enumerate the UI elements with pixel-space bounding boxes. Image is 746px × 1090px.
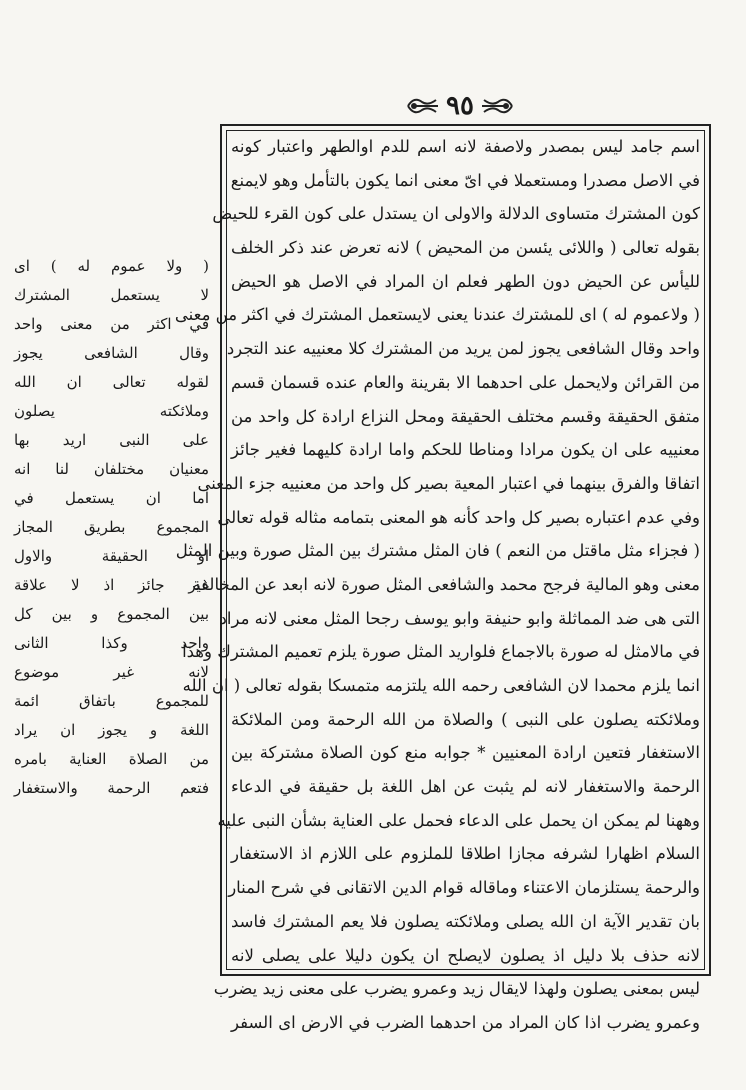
main-text-line: متفق الحقيقة وقسم مختلف الحقيقة ومحل النزاع ارادة كل واحد من (231, 406, 700, 426)
margin-text-line: لقوله تعالى ان الله (14, 373, 209, 391)
main-text-frame (174, 124, 711, 1032)
main-text-line: ( فجزاء مثل ماقتل من النعم ) فان المثل مشترك بين المثل صورة وبين المثل (175, 541, 700, 561)
ornament-right-icon (480, 94, 514, 118)
page-number: ٩٥ (446, 91, 474, 121)
margin-text-line: واحد وكذا الثانى (14, 634, 209, 652)
page-header (400, 86, 520, 126)
main-text-line: بقوله تعالى ( واللائى يئسن من المحيض ) لانه تعرض عند ذكر الخلف (231, 238, 700, 258)
margin-text-line: اللغة و يجوز ان يراد (14, 721, 209, 739)
main-text-line: اسم جامد ليس بمصدر ولاصفة لانه اسم للدم اوالطهر واعتبار كونه (231, 137, 700, 156)
main-text-line: واحد وقال الشافعى يجوز لمن يريد من المشترك كلا معنييه عند التجرد (226, 339, 700, 359)
main-text-line: كون المشترك متساوى الدلالة والاولى ان يستدل على كون القرء للحيض (212, 204, 700, 224)
main-text-line: وههنا لم يمكن ان يحمل على الدعاء فحمل على العناية بشأن النبى عليه (217, 810, 700, 830)
main-text-line: لانه حذف بلا دليل اذ يصلون لايصلح ان يكون دليلا على يصلى لانه (231, 945, 700, 965)
main-text-line: اتفاقا والفرق بينهما في اعتبار المعية بصير كل واحد من معنييه جزء المعنى (197, 473, 700, 493)
main-text-line: وعمرو يضرب اذا كان المراد من احدهما الضرب في الارض اى السفر (231, 1012, 700, 1032)
margin-text-line: معنيان مختلفان لنا انه (14, 460, 209, 478)
main-text-line: الاستغفار فتعين ارادة المعنيين * جوابه منع كون الصلاة مشتركة بين (231, 743, 700, 763)
margin-text-line: بين المجموع و بين كل (14, 605, 209, 623)
margin-text-line: او الحقيقة والاول (14, 547, 209, 565)
margin-text-line: فتعم الرحمة والاستغفار (14, 779, 209, 797)
main-text-line: من القرائن ولايحمل على احدهما الا بقرينة والعام عنده قسمان قسم (231, 372, 700, 392)
margin-text-line: لانه غير موضوع (14, 663, 209, 681)
ornament-left-icon (406, 94, 440, 118)
margin-text-line: في اكثر من معنى واحد (14, 315, 209, 333)
margin-text-line: وملائكته يصلون (14, 402, 209, 420)
main-text-line: لليأس عن الحيض دون الطهر فعلم ان المراد في الاصل هو الحيض (231, 271, 700, 291)
main-text-line: انما يلزم محمدا لان الشافعى رحمه الله يلتزمه متمسكا بقوله تعالى ( ان الله (182, 676, 700, 695)
margin-text-line: وقال الشافعى يجوز (14, 344, 209, 362)
margin-text-line: على النبى اريد بها (14, 431, 209, 449)
main-text-line: معنى وهو المالية فرجح محمد والشافعى المثل صورة لانه ابعد عن المخالفة (192, 574, 700, 594)
margin-commentary (14, 252, 209, 803)
main-text-line: بان تقدير الآية ان الله يصلى وملائكته يصلون فلا يعم المشترك فاسد (231, 911, 700, 931)
margin-text-line: اما ان يستعمل في (14, 489, 209, 507)
main-text-line: وفي عدم اعتباره بصير كل واحد كأنه هو المعنى بتمامه مثاله قوله تعالى (217, 507, 700, 527)
main-text-line: السلام اظهارا لشرفه مجازا اطلاقا للملزوم على اللازم اذ الاستغفار (231, 844, 700, 864)
margin-text-line: المجموع بطريق المجاز (14, 518, 209, 536)
margin-text-line: ( ولا عموم له ) اى (14, 257, 209, 275)
main-text-line: الرحمة والاستغفار لانه لم يثبت عن اهل اللغة بل حقيقة في الدعاء (231, 777, 700, 797)
main-text-line: ( ولاعموم له ) اى للمشترك عندنا يعنى لايستعمل المشترك في اكثر من معنى (174, 305, 700, 325)
main-text-line: في مالامثل له صورة بالاجماع فلواريد المثل صورة يلزم تعميم المشترك وهذا (182, 642, 700, 662)
main-text-body (174, 130, 700, 1032)
margin-text-line: لا يستعمل المشترك (14, 286, 209, 304)
main-text-line: وملائكته يصلون على النبى ) والصلاة من الله الرحمة ومن الملائكة (231, 709, 700, 729)
margin-text-line: من الصلاة العناية بامره (14, 750, 209, 768)
margin-text-line: غير جائز اذ لا علاقة (14, 576, 209, 594)
main-text-line: في الاصل مصدرا ومستعملا في اىّ معنى انما يكون بالتأمل وهو لايمنع (230, 170, 700, 190)
margin-text-line: للمجموع باتفاق ائمة (14, 692, 209, 710)
main-text-line: معنييه على ان يكون مرادا ومناطا للحكم واما ارادة كليهما فغير جائز (231, 440, 700, 460)
main-text-line: والرحمة يستلزمان الاعتناء وماقاله قوام الدين الاتقانى في شرح المنار (228, 878, 700, 898)
main-text-line: ليس بمعنى يصلون ولهذا لايقال زيد وعمرو يضرب على معنى زيد يضرب (213, 979, 700, 999)
main-text-line: التى هى ضد المماثلة وابو حنيفة وابو يوسف رجحا المثل معنى لانه مراد (219, 608, 700, 628)
